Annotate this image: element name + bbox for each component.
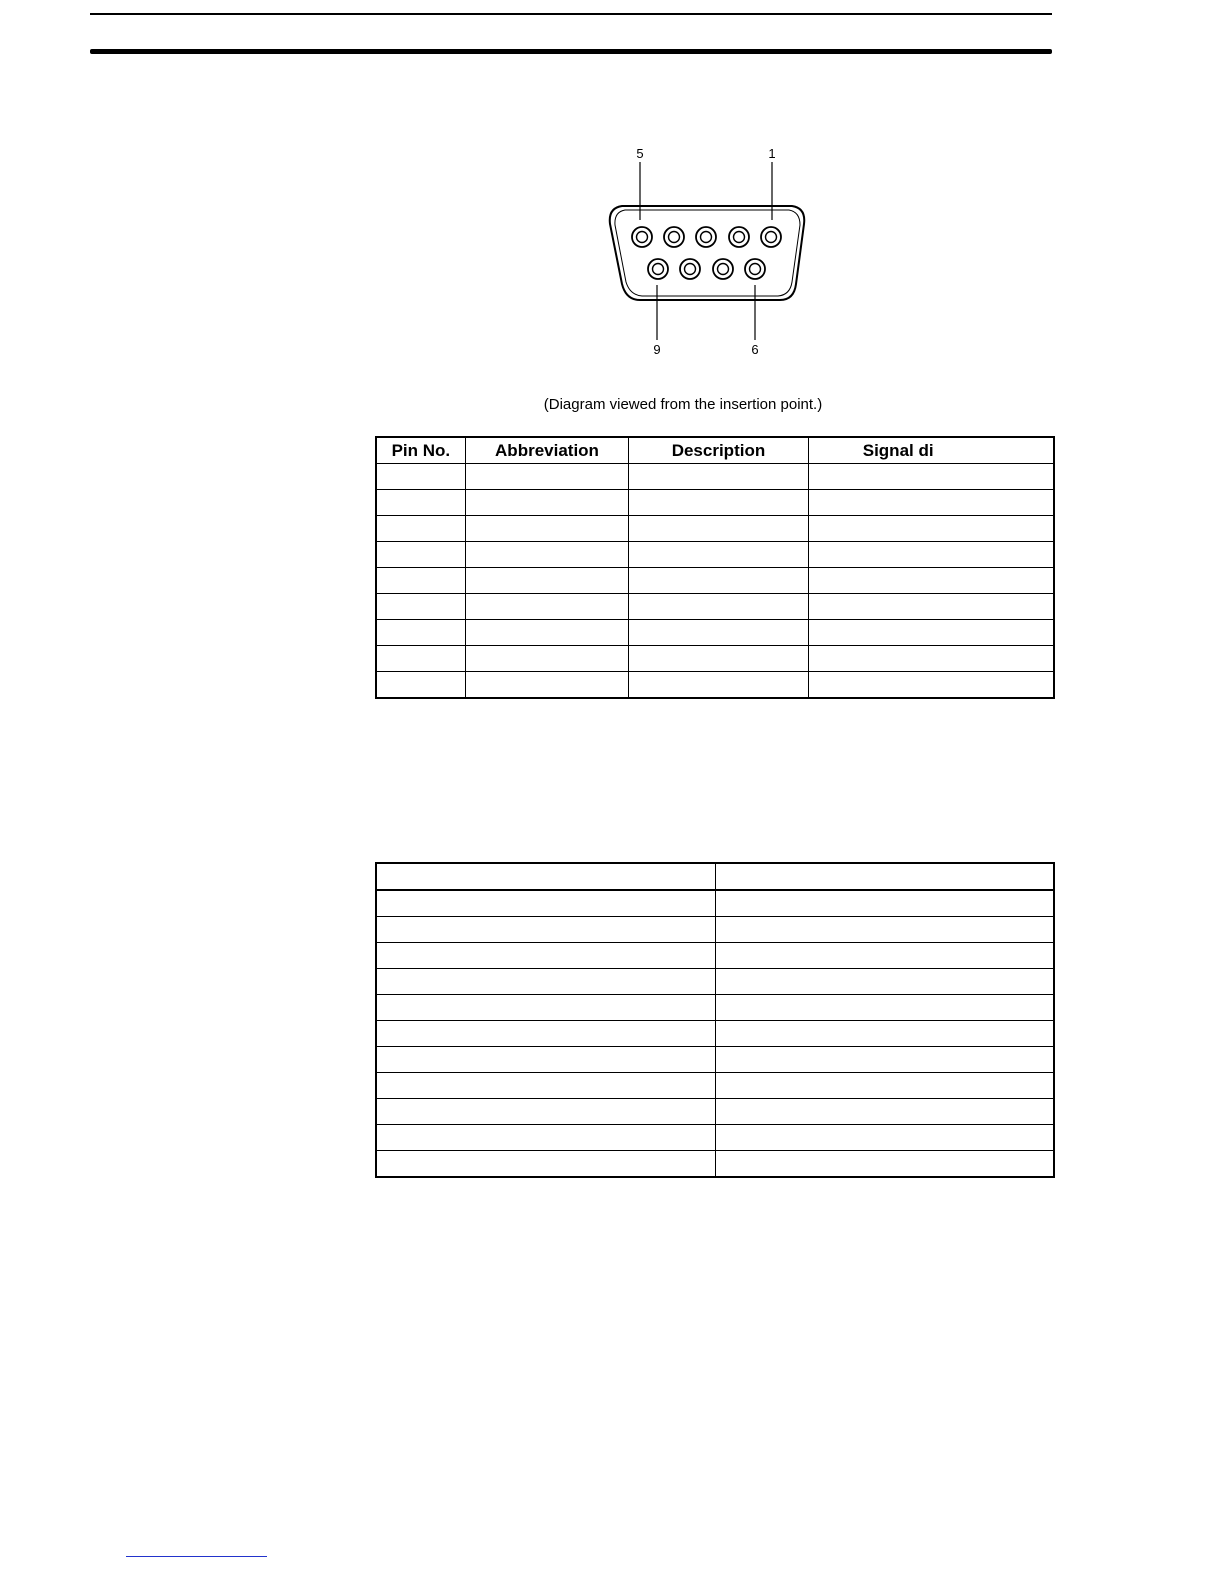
pin-label-5: 5 xyxy=(636,146,644,161)
footer-link-underline[interactable] xyxy=(126,1556,267,1557)
table-cell xyxy=(465,490,628,516)
table-cell xyxy=(808,646,1054,672)
header-rule-thin xyxy=(90,13,1052,15)
table-cell xyxy=(465,620,628,646)
pin-table xyxy=(375,436,1055,699)
table-cell xyxy=(808,594,1054,620)
table-cell xyxy=(376,542,465,568)
db9-connector-diagram xyxy=(600,140,820,365)
table-cell xyxy=(465,594,628,620)
connector-shell xyxy=(610,206,805,300)
table-row xyxy=(376,1099,1054,1125)
connector-shell-inner xyxy=(615,210,800,296)
table-cell xyxy=(376,1047,715,1073)
table-row xyxy=(376,620,1054,646)
header-signal-direction: Signal di xyxy=(808,437,1054,464)
table-cell xyxy=(808,464,1054,490)
table-cell xyxy=(465,568,628,594)
table-row xyxy=(376,464,1054,490)
table-cell xyxy=(629,646,809,672)
pin-5 xyxy=(632,227,652,247)
table-cell xyxy=(629,464,809,490)
pin-8 xyxy=(680,259,700,279)
table-cell xyxy=(715,995,1054,1021)
table-cell xyxy=(465,464,628,490)
table-cell xyxy=(629,594,809,620)
pin-3 xyxy=(696,227,716,247)
pin-table-body xyxy=(376,464,1054,699)
table-cell xyxy=(715,943,1054,969)
header-rule-thick xyxy=(90,49,1052,54)
pin-4 xyxy=(664,227,684,247)
table-row xyxy=(376,917,1054,943)
table-cell xyxy=(376,995,715,1021)
table-cell xyxy=(808,568,1054,594)
table-row xyxy=(376,995,1054,1021)
table-row xyxy=(376,490,1054,516)
pin-label-6: 6 xyxy=(751,342,759,357)
table-cell xyxy=(376,917,715,943)
table-cell xyxy=(376,863,715,890)
table-cell xyxy=(629,620,809,646)
table-cell xyxy=(376,464,465,490)
table-cell xyxy=(629,672,809,699)
table-row xyxy=(376,516,1054,542)
table-cell xyxy=(376,568,465,594)
table-cell xyxy=(808,516,1054,542)
table-cell xyxy=(629,490,809,516)
table-cell xyxy=(629,568,809,594)
table-cell xyxy=(629,542,809,568)
table-cell xyxy=(465,646,628,672)
table-row xyxy=(376,943,1054,969)
table-cell xyxy=(376,672,465,699)
table-cell xyxy=(376,594,465,620)
table-cell xyxy=(376,620,465,646)
table-cell xyxy=(715,1125,1054,1151)
table-row xyxy=(376,672,1054,699)
table-row xyxy=(376,863,1054,890)
pin-1 xyxy=(761,227,781,247)
table-cell xyxy=(376,1125,715,1151)
diagram-caption: (Diagram viewed from the insertion point.) xyxy=(543,396,823,413)
table-row xyxy=(376,594,1054,620)
table-cell xyxy=(715,1151,1054,1178)
table-cell xyxy=(465,542,628,568)
table-row xyxy=(376,1021,1054,1047)
table-row xyxy=(376,568,1054,594)
table-cell xyxy=(376,943,715,969)
table-cell xyxy=(715,969,1054,995)
pin-6 xyxy=(745,259,765,279)
table-cell xyxy=(715,890,1054,917)
table-cell xyxy=(376,1151,715,1178)
table-row xyxy=(376,542,1054,568)
table-cell xyxy=(808,672,1054,699)
table-cell xyxy=(376,646,465,672)
table-cell xyxy=(376,490,465,516)
table-cell xyxy=(376,516,465,542)
table-cell xyxy=(376,1073,715,1099)
table-cell xyxy=(376,890,715,917)
table-cell xyxy=(629,516,809,542)
table-cell xyxy=(808,620,1054,646)
table-cell xyxy=(715,1099,1054,1125)
pin-row-bottom xyxy=(648,259,765,279)
table-cell xyxy=(376,1099,715,1125)
spec-table xyxy=(375,862,1055,1178)
table-row xyxy=(376,1125,1054,1151)
pin-9 xyxy=(648,259,668,279)
header-pin-no: Pin No. xyxy=(376,437,465,464)
table-cell xyxy=(376,969,715,995)
table-cell xyxy=(715,1047,1054,1073)
pin-label-1: 1 xyxy=(768,146,776,161)
table-cell xyxy=(808,542,1054,568)
pin-table-header-row xyxy=(376,437,1054,464)
table-cell xyxy=(465,672,628,699)
table-row xyxy=(376,969,1054,995)
table-row xyxy=(376,646,1054,672)
table-cell xyxy=(715,1021,1054,1047)
table-cell xyxy=(715,863,1054,890)
table-row xyxy=(376,1047,1054,1073)
table-cell xyxy=(808,490,1054,516)
table-row xyxy=(376,1073,1054,1099)
table-row xyxy=(376,890,1054,917)
pin-2 xyxy=(729,227,749,247)
header-abbreviation: Abbreviation xyxy=(465,437,628,464)
table-cell xyxy=(715,1073,1054,1099)
header-description: Description xyxy=(629,437,809,464)
spec-table-body xyxy=(376,863,1054,1177)
table-cell xyxy=(715,917,1054,943)
pin-7 xyxy=(713,259,733,279)
table-cell xyxy=(465,516,628,542)
table-row xyxy=(376,1151,1054,1178)
pin-row-top xyxy=(632,227,781,247)
table-cell xyxy=(376,1021,715,1047)
pin-label-9: 9 xyxy=(653,342,661,357)
